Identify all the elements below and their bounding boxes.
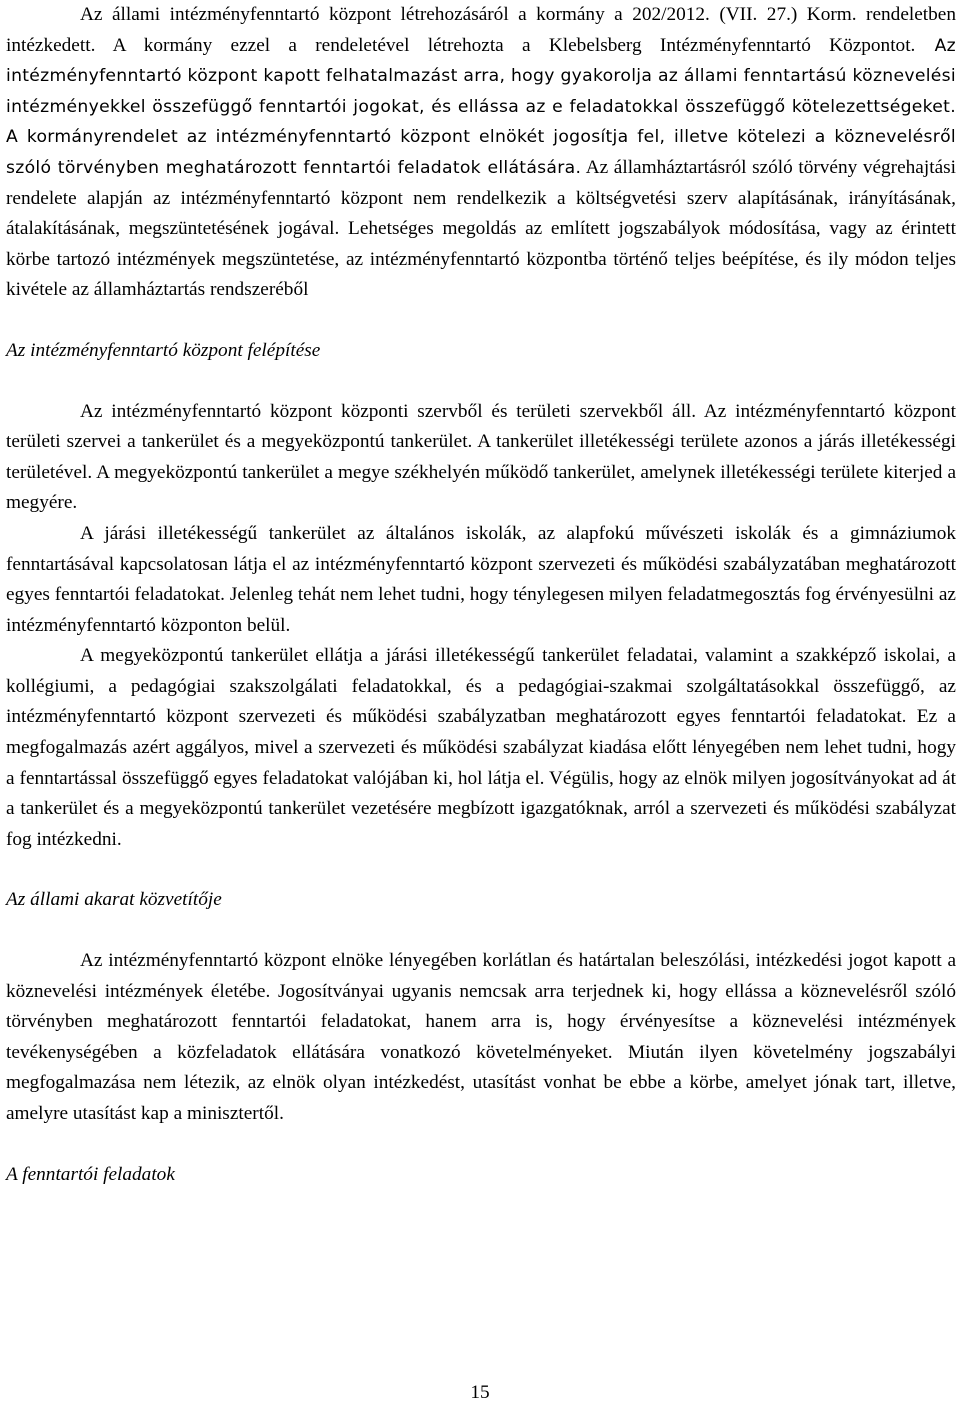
section-1-paragraph-1: Az intézményfenntartó központ központi szervből és területi szervekből áll. Az intézményfenntartó központ területi szervei a tankerület és a megyeközpontú tankerület. A tankerület illetékességi területe azonos a járás illetékességi területével. A megyeközpontú tankerület a megye székhelyén működő tankerület, amelynek illetékességi területe kiterjed a megyére. bbox=[6, 400, 956, 514]
section-heading-state-will: Az állami akarat közvetítője bbox=[6, 889, 222, 911]
spacer bbox=[6, 855, 956, 885]
section-2-paragraph-1: Az intézményfenntartó központ elnöke lényegében korlátlan és határtalan beleszólási, intézkedési jogot kapott a köznevelési intézmények életébe. Jogosítványai ugyanis nemcsak arra terjednek ki, hogy ellássa a köznevelésről szóló törvényben meghatározott fenntartói feladatokat, hanem arra is, hogy érvényesítse a köznevelési intézmények tevékenységében a közfeladatok ellátására vonatkozó követelményeket. Miután ilyen követelmény jogszabályi megfogalmazása nem létezik, az elnök olyan intézkedést, utasítást vonhat be ebbe a körbe, amelyet jónak tart, illetve, amelyre utasítást kap a minisztertől. bbox=[6, 950, 956, 1124]
section-heading-maintainer-tasks: A fenntartói feladatok bbox=[6, 1163, 175, 1185]
page-number: 15 bbox=[470, 1382, 490, 1403]
intro-sentence-3: Az államháztartásról szóló törvény végrehajtási rendelete alapján az intézményfenntartó központ nem rendelkezik a költségvetési szerv alapításának, irányításának, átalakításának, megszüntetésének jogával. Lehetséges megoldás az említett jogszabályok módosítása, vagy az érintett körbe tartozó intézmények megszüntetése, az intézményfenntartó központba történő teljes beépítése, és ily módon teljes kivétele az államháztartás rendszeréből bbox=[6, 156, 956, 301]
intro-sentence-1: Az állami intézményfenntartó központ létrehozásáról a kormány a 202/2012. (VII. 27.) Korm. rendeletben intézkedett. A kormány ezzel a rendeletével létrehozta a Klebelsberg Intézményfenntartó Központot. bbox=[6, 4, 956, 56]
spacer bbox=[6, 367, 956, 397]
spacer bbox=[6, 306, 956, 336]
document-page bbox=[6, 0, 956, 1190]
spacer bbox=[6, 1130, 956, 1160]
section-1-paragraph-2: A járási illetékességű tankerület az általános iskolák, az alapfokú művészeti iskolák és a gimnáziumok fenntartásával kapcsolatosan látja el az intézményfenntartó központ szervezeti és működési szabályzatában meghatározott egyes fenntartói feladatokat. Jelenleg tehát nem lehet tudni, hogy ténylegesen milyen feladatmegosztás fog érvényesülni az intézményfenntartó központon belül. bbox=[6, 522, 956, 636]
section-1-paragraph-3: A megyeközpontú tankerület ellátja a járási illetékességű tankerület feladatai, valamint a szakképző iskolai, a kollégiumi, a pedagógiai szakszolgálati feladatokkal, és a pedagógiai-szakmai szolgáltatásokkal összefüggő, az intézményfenntartó központ szervezeti és működési szabályzatban meghatározott egyes fenntartói feladatokat. Ez a megfogalmazás azért aggályos, mivel a szervezeti és működési szabályzat kiadása előtt lényegében nem lehet tudni, hogy a fenntartással összefüggő egyes feladatokat valójában ki, hol látja el. Végülis, hogy az elnök milyen jogosítványokat ad át a tankerület és a megyeközpontú tankerület vezetésére megbízott igazgatóknak, arról a szervezeti és működési szabályzat fog intézkedni. bbox=[6, 645, 956, 850]
intro-paragraph bbox=[6, 0, 956, 306]
intro-sentence-2: Az intézményfenntartó központ kapott felhatalmazást arra, hogy gyakorolja az állami fenntartású köznevelési intézményekkel összefüggő fenntartói jogokat, és ellássa az e feladatokkal összefüggő kötelezettségeket. A kormányrendelet az intézményfenntartó központ elnökét jogosítja fel, illetve kötelezi a köznevelésről szóló törvényben meghatározott fenntartói feladatok ellátására. bbox=[6, 35, 956, 178]
section-heading-structure: Az intézményfenntartó központ felépítése bbox=[6, 339, 321, 361]
spacer bbox=[6, 916, 956, 946]
